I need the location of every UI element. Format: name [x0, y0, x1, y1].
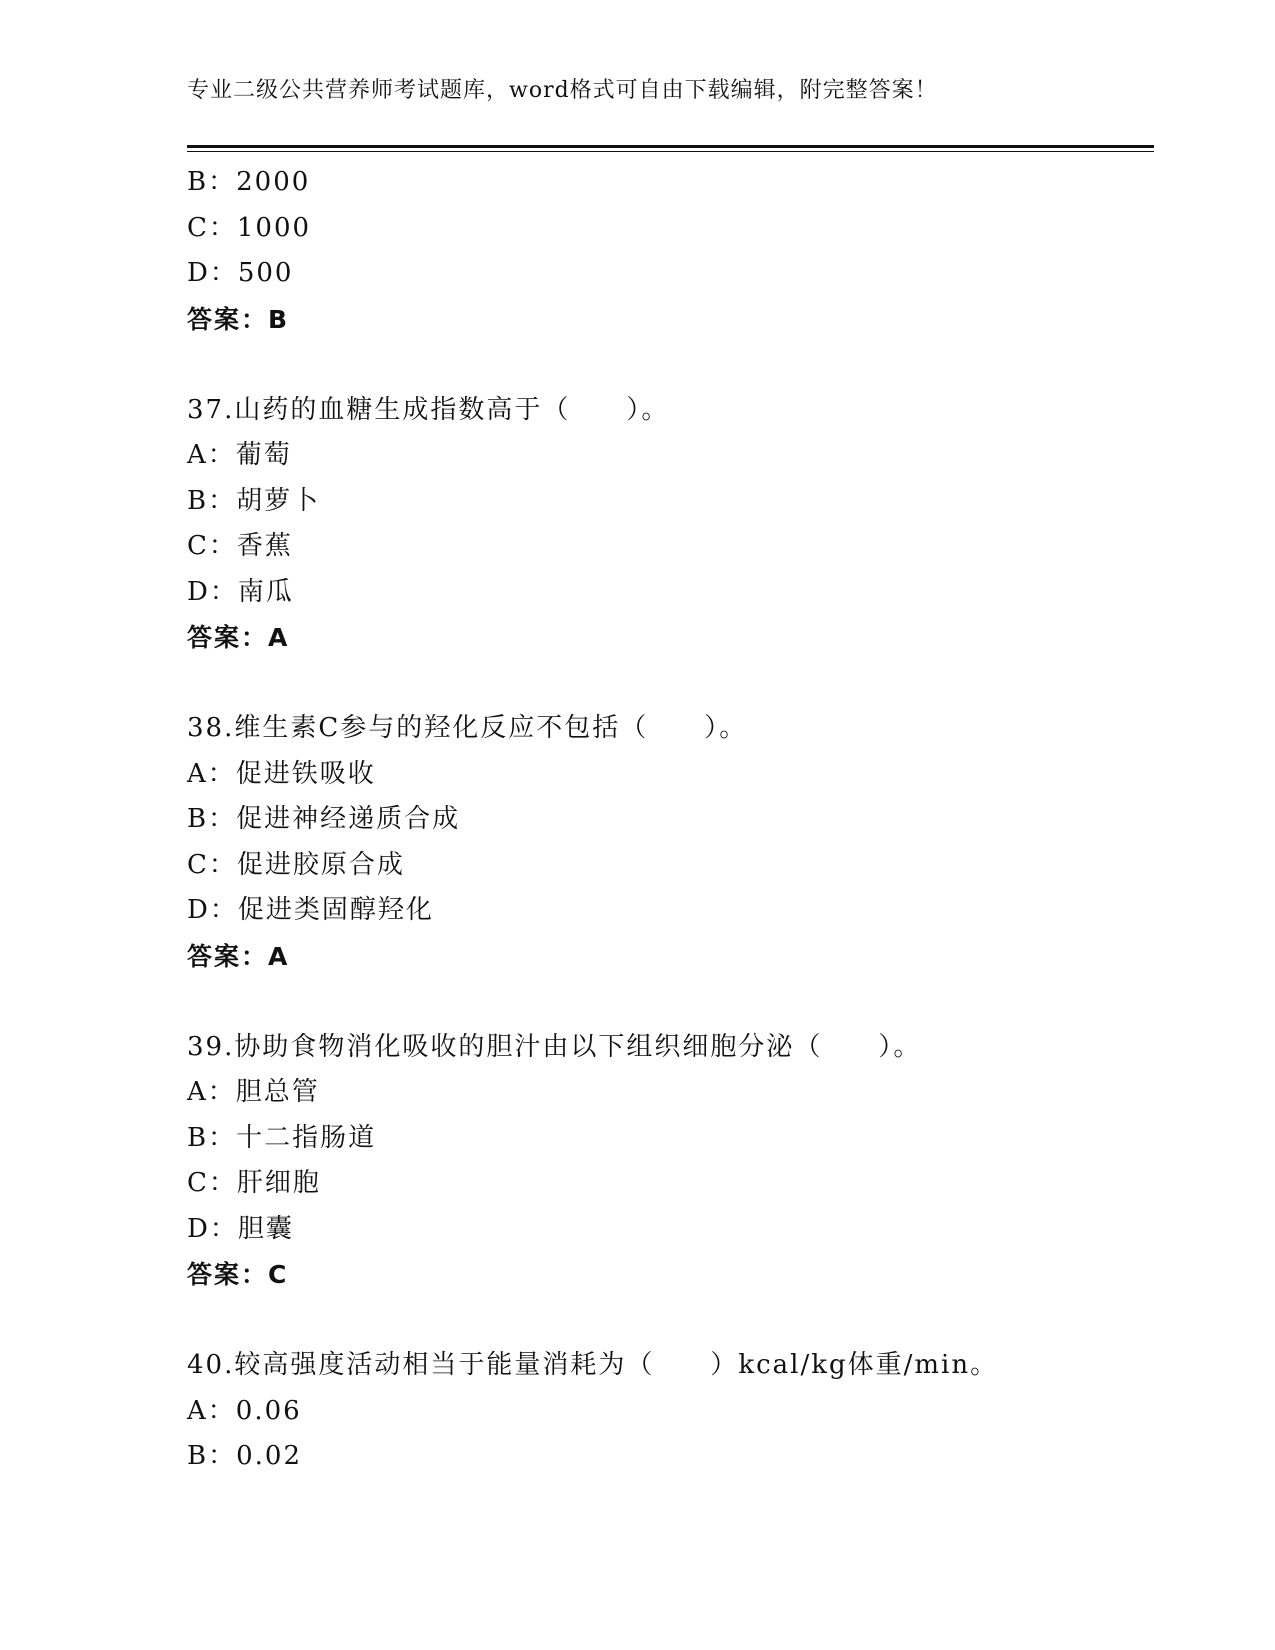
header-rule-thick — [187, 145, 1154, 148]
option-a: A：0.06 — [187, 1395, 302, 1426]
question-39 — [187, 1025, 1147, 1298]
option-d: D：胆囊 — [187, 1213, 294, 1244]
spacer — [187, 661, 1147, 707]
option-c: C：香蕉 — [187, 531, 293, 561]
option-b: B：2000 — [187, 167, 311, 197]
question-stem: 40.较高强度活动相当于能量消耗为（ ）kcal/kg体重/min。 — [187, 1350, 999, 1380]
option-c: C：促进胶原合成 — [187, 849, 405, 880]
page-header: 专业二级公共营养师考试题库，word格式可自由下载编辑，附完整答案！ — [187, 78, 938, 103]
option-c: C：肝细胞 — [187, 1168, 321, 1198]
spacer — [187, 1298, 1147, 1344]
option-b: B：促进神经递质合成 — [187, 804, 461, 834]
question-37 — [187, 388, 1147, 661]
option-b: B：0.02 — [187, 1441, 302, 1471]
option-d: D：南瓜 — [187, 576, 294, 607]
option-c: C：1000 — [187, 212, 312, 243]
prev-question-block — [187, 160, 1147, 342]
question-content — [187, 160, 1147, 1480]
option-d: D：促进类固醇羟化 — [187, 895, 434, 925]
option-a: A：胆总管 — [187, 1077, 320, 1107]
option-b: B：胡萝卜 — [187, 485, 321, 516]
question-40 — [187, 1343, 1147, 1480]
question-stem: 37.山药的血糖生成指数高于（ ）。 — [187, 394, 670, 425]
question-stem: 39.协助食物消化吸收的胆汁由以下组织细胞分泌（ ）。 — [187, 1031, 922, 1062]
answer-line: 答案：A — [187, 623, 290, 652]
answer-line: 答案：A — [187, 941, 290, 971]
spacer — [187, 342, 1147, 388]
option-a: A：葡萄 — [187, 440, 292, 470]
option-a: A：促进铁吸收 — [187, 758, 376, 789]
option-d: D：500 — [187, 258, 294, 288]
option-b: B：十二指肠道 — [187, 1122, 377, 1153]
header-rule-thin — [187, 151, 1154, 152]
question-stem: 38.维生素C参与的羟化反应不包括（ ）。 — [187, 713, 748, 743]
answer-line: 答案：B — [187, 304, 290, 334]
answer-line: 答案：C — [187, 1260, 289, 1289]
question-38 — [187, 706, 1147, 979]
spacer — [187, 979, 1147, 1025]
